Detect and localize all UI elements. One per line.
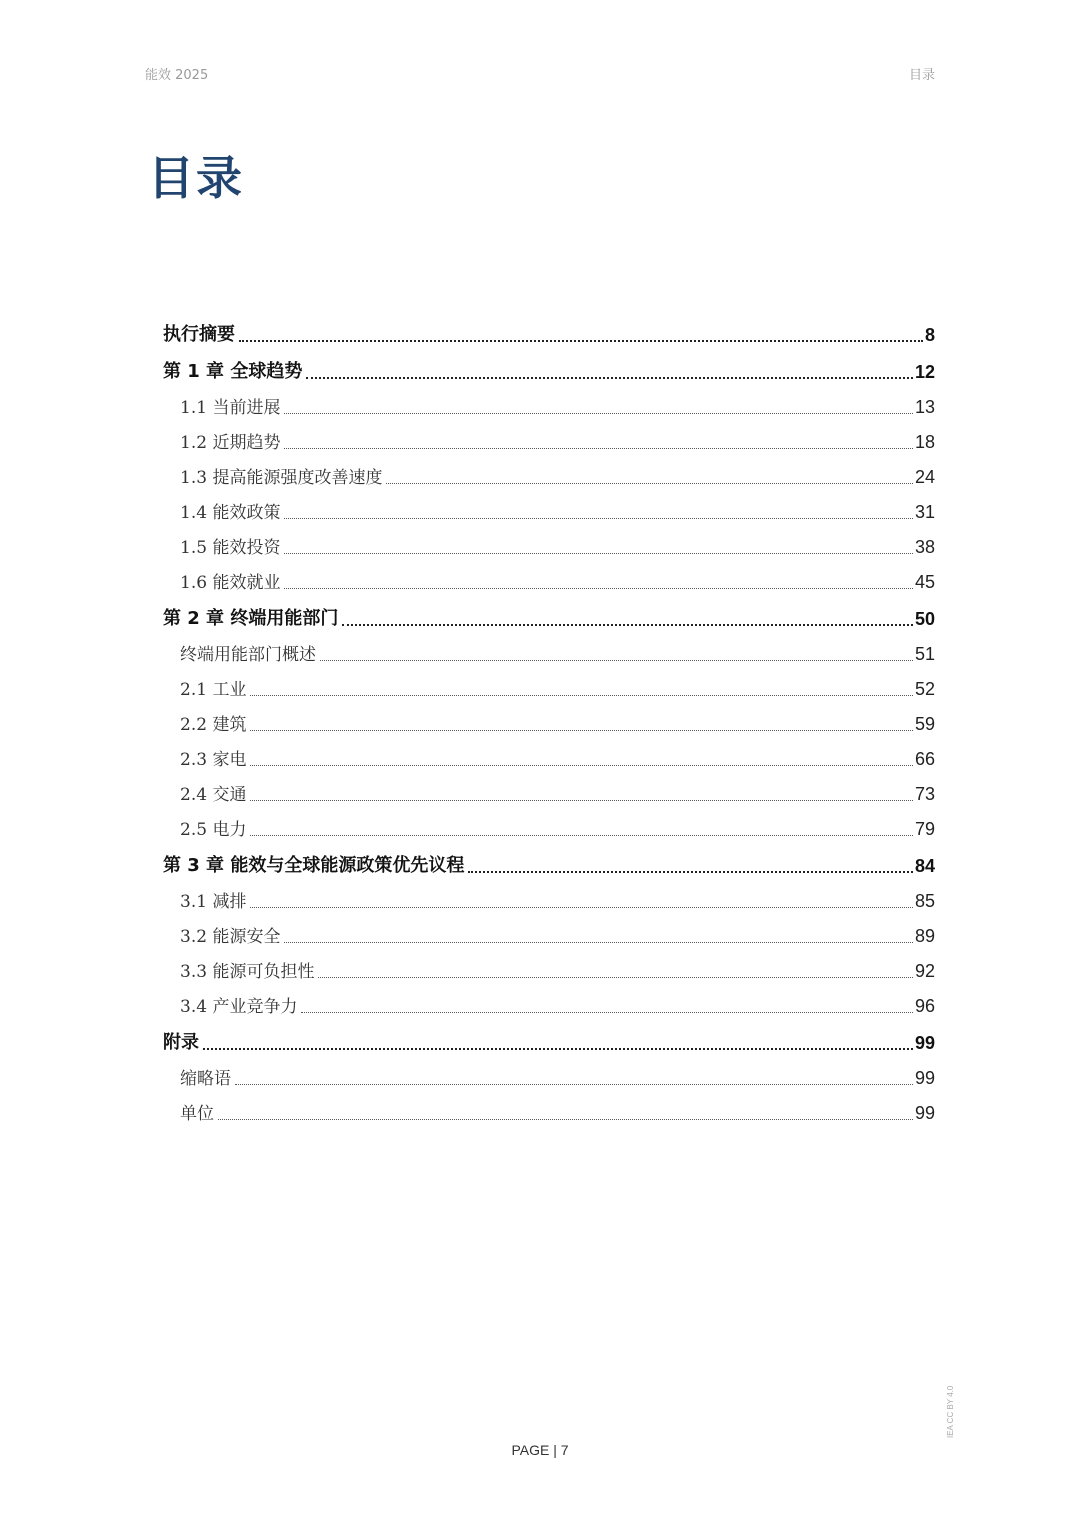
toc-entry-label: 单位 — [180, 1104, 214, 1124]
toc-entry-page-number: 99 — [914, 1033, 935, 1053]
dot-leader — [284, 553, 913, 554]
toc-entry-page-number: 85 — [914, 891, 935, 911]
toc-entry-page-number: 96 — [914, 996, 935, 1016]
toc-section-entry[interactable] — [163, 671, 935, 706]
toc-entry-page-number: 13 — [914, 397, 935, 417]
toc-entry-label: 附录 — [163, 1032, 199, 1053]
toc-entry-page-number: 18 — [914, 432, 935, 452]
toc-entry-page-number: 12 — [914, 362, 935, 382]
running-header-title: 能效 2025 — [145, 68, 209, 83]
toc-entry-label: 1.5 能效投资 — [180, 538, 281, 558]
dot-leader — [250, 907, 913, 908]
toc-entry-label: 1.2 近期趋势 — [180, 433, 281, 453]
toc-entry-page-number: 51 — [914, 644, 935, 664]
dot-leader — [284, 588, 913, 589]
toc-entry-page-number: 45 — [914, 572, 935, 592]
dot-leader — [284, 942, 913, 943]
dot-leader — [239, 340, 923, 342]
toc-entry-label: 终端用能部门概述 — [180, 645, 316, 665]
license-note: IEA CC BY 4.0 — [946, 1385, 955, 1438]
toc-entry-label: 2.5 电力 — [180, 820, 247, 840]
toc-entry-label: 1.1 当前进展 — [180, 398, 281, 418]
toc-section-entry[interactable] — [163, 741, 935, 776]
toc-section-entry[interactable] — [163, 494, 935, 529]
toc-section-entry[interactable] — [163, 776, 935, 811]
toc-entry-page-number: 52 — [914, 679, 935, 699]
toc-entry-label: 3.3 能源可负担性 — [180, 962, 315, 982]
toc-entry-page-number: 99 — [914, 1103, 935, 1123]
toc-entry-page-number: 99 — [914, 1068, 935, 1088]
toc-section-entry[interactable] — [163, 706, 935, 741]
toc-entry-label: 1.3 提高能源强度改善速度 — [180, 468, 383, 488]
dot-leader — [235, 1084, 913, 1085]
toc-chapter-entry[interactable] — [163, 315, 935, 352]
toc-entry-page-number: 73 — [914, 784, 935, 804]
toc-entry-page-number: 31 — [914, 502, 935, 522]
dot-leader — [250, 835, 913, 836]
table-of-contents — [163, 315, 935, 1130]
toc-entry-label: 3.1 减排 — [180, 892, 247, 912]
toc-section-entry[interactable] — [163, 883, 935, 918]
toc-chapter-entry[interactable] — [163, 846, 935, 883]
toc-entry-label: 2.3 家电 — [180, 750, 247, 770]
toc-entry-label: 1.4 能效政策 — [180, 503, 281, 523]
dot-leader — [284, 448, 913, 449]
toc-chapter-entry[interactable] — [163, 352, 935, 389]
toc-entry-page-number: 8 — [924, 325, 935, 345]
toc-entry-label: 2.2 建筑 — [180, 715, 247, 735]
toc-entry-label: 3.2 能源安全 — [180, 927, 281, 947]
dot-leader — [250, 765, 913, 766]
toc-entry-page-number: 89 — [914, 926, 935, 946]
dot-leader — [386, 483, 913, 484]
dot-leader — [306, 377, 913, 379]
toc-chapter-entry[interactable] — [163, 1023, 935, 1060]
dot-leader — [284, 413, 913, 414]
page-number-footer: PAGE | 7 — [511, 1442, 569, 1458]
toc-entry-label: 3.4 产业竞争力 — [180, 997, 298, 1017]
toc-entry-page-number: 84 — [914, 856, 935, 876]
toc-entry-label: 2.4 交通 — [180, 785, 247, 805]
toc-section-entry[interactable] — [163, 389, 935, 424]
toc-section-entry[interactable] — [163, 918, 935, 953]
toc-entry-page-number: 24 — [914, 467, 935, 487]
toc-section-entry[interactable] — [163, 529, 935, 564]
dot-leader — [320, 660, 913, 661]
toc-chapter-entry[interactable] — [163, 599, 935, 636]
toc-section-entry[interactable] — [163, 988, 935, 1023]
toc-entry-label: 执行摘要 — [163, 324, 235, 345]
dot-leader — [301, 1012, 913, 1013]
toc-section-entry[interactable] — [163, 953, 935, 988]
toc-entry-label: 缩略语 — [180, 1069, 231, 1089]
toc-entry-page-number: 38 — [914, 537, 935, 557]
dot-leader — [250, 730, 913, 731]
toc-section-entry[interactable] — [163, 1095, 935, 1130]
toc-entry-label: 第 3 章 能效与全球能源政策优先议程 — [163, 855, 465, 876]
dot-leader — [468, 871, 913, 873]
toc-entry-page-number: 50 — [914, 609, 935, 629]
dot-leader — [203, 1048, 913, 1050]
toc-section-entry[interactable] — [163, 1060, 935, 1095]
dot-leader — [250, 695, 913, 696]
toc-section-entry[interactable] — [163, 636, 935, 671]
dot-leader — [318, 977, 913, 978]
toc-section-entry[interactable] — [163, 459, 935, 494]
dot-leader — [342, 624, 913, 626]
toc-entry-page-number: 66 — [914, 749, 935, 769]
dot-leader — [284, 518, 913, 519]
toc-section-entry[interactable] — [163, 811, 935, 846]
running-header-section: 目录 — [908, 68, 935, 83]
toc-entry-label: 第 1 章 全球趋势 — [163, 361, 303, 382]
toc-section-entry[interactable] — [163, 424, 935, 459]
dot-leader — [218, 1119, 913, 1120]
toc-entry-page-number: 92 — [914, 961, 935, 981]
dot-leader — [250, 800, 913, 801]
toc-entry-page-number: 59 — [914, 714, 935, 734]
toc-entry-label: 第 2 章 终端用能部门 — [163, 608, 339, 629]
toc-entry-page-number: 79 — [914, 819, 935, 839]
toc-entry-label: 1.6 能效就业 — [180, 573, 281, 593]
toc-section-entry[interactable] — [163, 564, 935, 599]
toc-entry-label: 2.1 工业 — [180, 680, 247, 700]
page-title: 目录 — [148, 151, 244, 205]
